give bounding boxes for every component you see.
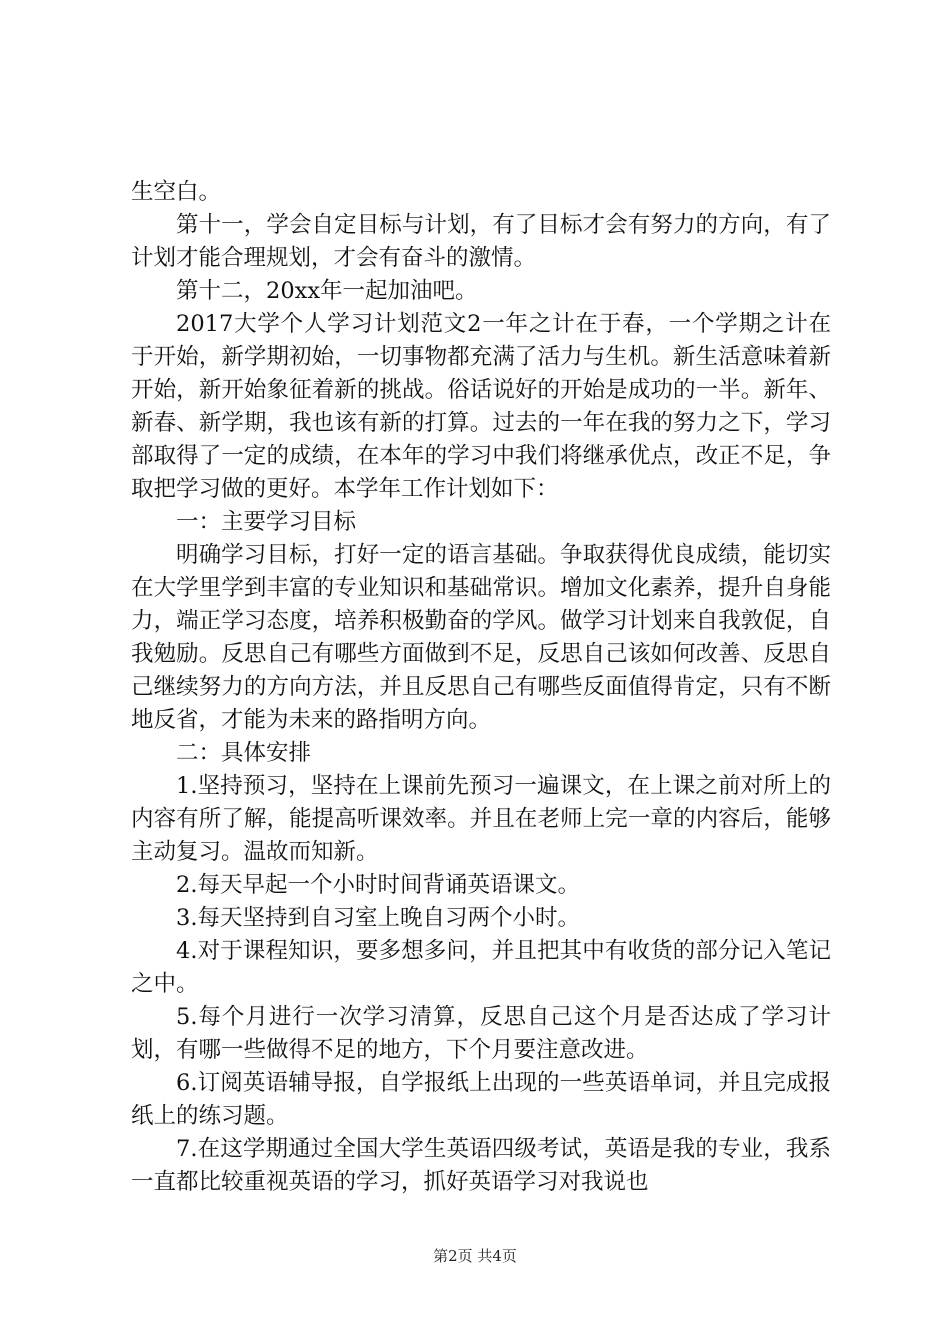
- list-item-7: 7.在这学期通过全国大学生英语四级考试，英语是我的专业，我系一直都比较重视英语的学习，抓好英语学习对我说也: [131, 1136, 831, 1195]
- section-heading-arrangements: 二：具体安排: [176, 740, 312, 766]
- paragraph-intro: 2017大学个人学习计划范文2一年之计在于春，一个学期之计在于开始，新学期初始，一切事物都充满了活力与生机。新生活意味着新开始，新开始象征着新的挑战。俗话说好的开始是成功的一半。新年、新春、新学期，我也该有新的打算。过去的一年在我的努力之下，学习部取得了一定的成绩，在本年的学习中我们将继承优点，改正不足，争取把学习做的更好。本学年工作计划如下：: [131, 311, 831, 502]
- paragraph-continuation: 生空白。: [131, 179, 222, 205]
- list-item-3: 3.每天坚持到自习室上晚自习两个小时。: [176, 905, 580, 931]
- paragraph-point-twelve: 第十二，20xx年一起加油吧。: [176, 278, 478, 304]
- list-item-4: 4.对于课程知识，要多想多问，并且把其中有收货的部分记入笔记之中。: [131, 938, 831, 997]
- list-item-2: 2.每天早起一个小时时间背诵英语课文。: [176, 872, 580, 898]
- list-item-5: 5.每个月进行一次学习清算，反思自己这个月是否达成了学习计划，有哪一些做得不足的地方，下个月要注意改进。: [131, 1004, 831, 1063]
- paragraph-goals: 明确学习目标，打好一定的语言基础。争取获得优良成绩，能切实在大学里学到丰富的专业知识和基础常识。增加文化素养，提升自身能力，端正学习态度，培养积极勤奋的学风。做学习计划来自我敦促，自我勉励。反思自己有哪些方面做到不足，反思自己该如何改善、反思自己继续努力的方向方法，并且反思自己有哪些反面值得肯定，只有不断地反省，才能为未来的路指明方向。: [131, 542, 831, 733]
- page-footer: [0, 1245, 950, 1266]
- document-body: [131, 176, 831, 1199]
- section-heading-goals: 一：主要学习目标: [176, 509, 357, 535]
- list-item-1: 1.坚持预习，坚持在上课前先预习一遍课文，在上课之前对所上的内容有所了解，能提高听课效率。并且在老师上完一章的内容后，能够主动复习。温故而知新。: [131, 773, 831, 865]
- page-number: 第2页 共4页: [433, 1247, 517, 1265]
- list-item-6: 6.订阅英语辅导报，自学报纸上出现的一些英语单词，并且完成报纸上的练习题。: [131, 1070, 831, 1129]
- paragraph-point-eleven: 第十一，学会自定目标与计划，有了目标才会有努力的方向，有了计划才能合理规划，才会有奋斗的激情。: [131, 212, 831, 271]
